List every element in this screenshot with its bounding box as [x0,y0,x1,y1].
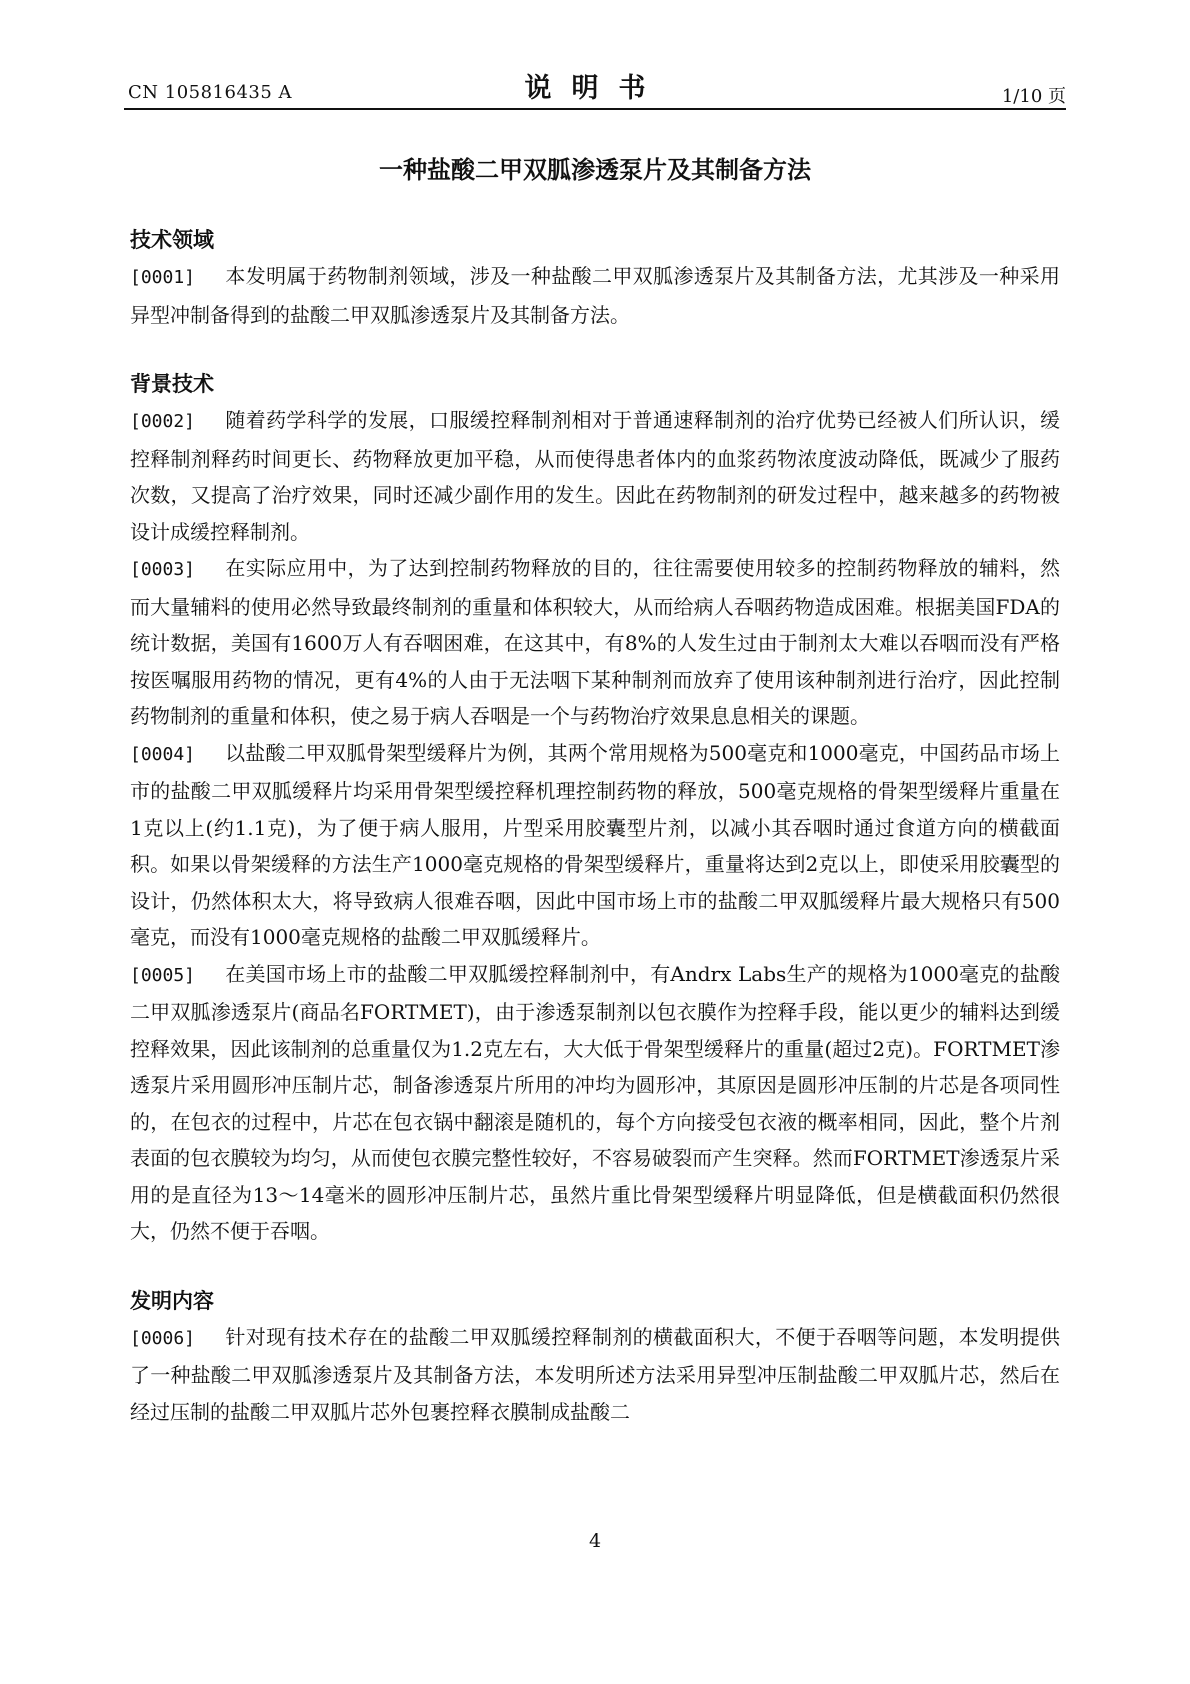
paragraph [130,735,1060,956]
paragraph-text: 在实际应用中，为了达到控制药物释放的目的，往往需要使用较多的控制药物释放的辅料，然而大量辅料的使用必然导致最终制剂的重量和体积较大，从而给病人吞咽药物造成困难。根据美国FDA的统计数据，美国有1600万人有吞咽困难，在这其中，有8%的人发生过由于制剂太大难以吞咽而没有严格按医嘱服用药物的情况，更有4%的人由于无法咽下某种制剂而放弃了使用该种制剂进行治疗，因此控制药物制剂的重量和体积，使之易于病人吞咽是一个与药物治疗效果息息相关的课题。 [130,556,1060,728]
paragraph-number: [0005] [130,964,196,986]
paragraph-number: [0003] [130,559,196,580]
document-title: 一种盐酸二甲双胍渗透泵片及其制备方法 [379,156,811,184]
page-number: 4 [588,1530,602,1552]
document-body [130,222,1060,1430]
paragraph [130,550,1060,735]
section-heading: 发明内容 [130,1288,214,1313]
paragraph [130,258,1060,333]
paragraph [130,956,1060,1250]
section-heading: 技术领域 [130,228,214,252]
paragraph-text: 本发明属于药物制剂领域，涉及一种盐酸二甲双胍渗透泵片及其制备方法，尤其涉及一种采用异型冲制备得到的盐酸二甲双胍渗透泵片及其制备方法。 [130,264,1060,327]
publication-number: CN 105816435 A [128,82,293,103]
paragraph-text: 以盐酸二甲双胍骨架型缓释片为例，其两个常用规格为500毫克和1000毫克，中国药品市场上市的盐酸二甲双胍缓释片均采用骨架型缓控释机理控制药物的释放，500毫克规格的骨架型缓释片重量在1克以上(约1.1克)，为了便于病人服用，片型采用胶囊型片剂，以减小其吞咽时通过食道方向的横截面积。如果以骨架缓释的方法生产1000毫克规格的骨架型缓释片，重量将达到2克以上，即使采用胶囊型的设计，仍然体积太大，将导致病人很难吞咽，因此中国市场上市的盐酸二甲双胍缓释片最大规格只有500毫克，而没有1000毫克规格的盐酸二甲双胍缓释片。 [130,740,1060,949]
paragraph-number: [0006] [130,1327,196,1349]
paragraph-number: [0002] [130,411,196,432]
paragraph [130,402,1060,550]
header-divider [124,108,1066,110]
section-heading: 背景技术 [130,372,214,396]
page-indicator: 1/10 页 [1001,86,1066,107]
document-type-heading: 说明书 [524,73,666,104]
paragraph-number: [0004] [130,743,196,765]
paragraph-text: 在美国市场上市的盐酸二甲双胍缓控释制剂中，有Andrx Labs生产的规格为1000毫克的盐酸二甲双胍渗透泵片(商品名FORTMET)，由于渗透泵制剂以包衣膜作为控释手段，能以更少的辅料达到缓控释效果，因此该制剂的总重量仅为1.2克左右，大大低于骨架型缓释片的重量(超过2克)。FORTMET渗透泵片采用圆形冲压制片芯，制备渗透泵片所用的冲均为圆形冲，其原因是圆形冲压制的片芯是各项同性的，在包衣的过程中，片芯在包衣锅中翻滚是随机的，每个方向接受包衣液的概率相同，因此，整个片剂表面的包衣膜较为均匀，从而使包衣膜完整性较好，不容易破裂而产生突释。然而FORTMET渗透泵片采用的是直径为13～14毫米的圆形冲压制片芯，虽然片重比骨架型缓释片明显降低，但是横截面积仍然很大，仍然不便于吞咽。 [130,961,1060,1243]
paragraph-text: 随着药学科学的发展，口服缓控释制剂相对于普通速释制剂的治疗优势已经被人们所认识，缓控释制剂释药时间更长、药物释放更加平稳，从而使得患者体内的血浆药物浓度波动降低，既减少了服药次数，又提高了治疗效果，同时还减少副作用的发生。因此在药物制剂的研发过程中，越来越多的药物被设计成缓控释制剂。 [130,408,1060,544]
paragraph-text: 针对现有技术存在的盐酸二甲双胍缓控释制剂的横截面积大，不便于吞咽等问题，本发明提供了一种盐酸二甲双胍渗透泵片及其制备方法，本发明所述方法采用异型冲压制盐酸二甲双胍片芯，然后在经过压制的盐酸二甲双胍片芯外包裹控释衣膜制成盐酸二 [130,1324,1060,1424]
paragraph-number: [0001] [130,267,196,288]
paragraph [130,1319,1060,1431]
